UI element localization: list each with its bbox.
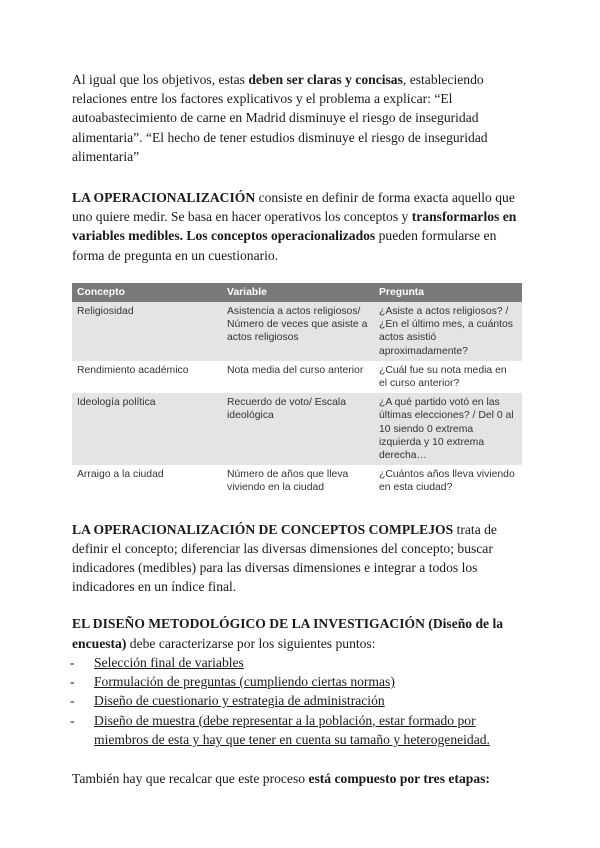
design-points-list bbox=[72, 653, 522, 749]
list-item bbox=[72, 691, 522, 710]
text: consiste en definir de forma exacta aquello que uno quiere medir. Se basa en hacer operativos los conceptos y bbox=[72, 190, 515, 225]
bold-text: transformarlos en variables medibles. Los conceptos operacionalizados bbox=[72, 209, 517, 244]
text: También hay que recalcar que este proceso bbox=[72, 770, 309, 786]
list-item-text: Diseño de cuestionario y estrategia de administración bbox=[94, 693, 385, 709]
table-cell: Número de años que lleva viviendo en la ciudad bbox=[222, 465, 374, 497]
table-cell: ¿Asiste a actos religiosos? / ¿En el último mes, a cuántos actos asistió aproximadamente? bbox=[374, 302, 522, 361]
list-item bbox=[72, 711, 522, 749]
table-header-row bbox=[72, 283, 522, 302]
text: , estableciendo relaciones entre los factores explicativos y el problema a explicar: “El autoabastecimiento de carne en Madrid disminuye el riesgo de inseguridad alimentaria”. “El hecho de tener estudios disminuye el riesgo de inseguridad alimentaria” bbox=[72, 72, 488, 164]
table-cell: ¿A qué partido votó en las últimas elecciones? / Del 0 al 10 siendo 0 extrema izquierda y 10 extrema derecha… bbox=[374, 393, 522, 465]
paragraph-etapas bbox=[72, 769, 522, 788]
table-cell: Ideología política bbox=[72, 393, 222, 465]
table-row bbox=[72, 393, 522, 465]
list-item-text: Diseño de muestra (debe representar a la población, estar formado por miembros de esta y hay que tener en cuenta su tamaño y heterogeneidad. bbox=[94, 712, 490, 747]
table-cell: Recuerdo de voto/ Escala ideológica bbox=[222, 393, 374, 465]
heading-conceptos-complejos: LA OPERACIONALIZACIÓN DE CONCEPTOS COMPLEJOS bbox=[72, 521, 454, 537]
paragraph-conceptos-complejos bbox=[72, 520, 522, 597]
table-cell: Asistencia a actos religiosos/ Número de veces que asiste a actos religiosos bbox=[222, 302, 374, 361]
document-page bbox=[72, 70, 522, 788]
list-item bbox=[72, 653, 522, 672]
table-row bbox=[72, 302, 522, 361]
heading-operacionalizacion: LA OPERACIONALIZACIÓN bbox=[72, 190, 256, 206]
list-item-text: Selección final de variables bbox=[94, 654, 244, 670]
table-cell: ¿Cuántos años lleva viviendo en esta ciudad? bbox=[374, 465, 522, 497]
bold-text: está compuesto por tres etapas: bbox=[308, 770, 490, 786]
paragraph-objectives bbox=[72, 70, 522, 166]
heading-diseno-metodologico: EL DISEÑO METODOLÓGICO DE LA INVESTIGACIÓN (Diseño de la encuesta) bbox=[72, 616, 504, 651]
table-cell: ¿Cuál fue su nota media en el curso anterior? bbox=[374, 361, 522, 393]
text: debe caracterizarse por los siguientes puntos: bbox=[126, 635, 376, 651]
text: pueden formularse en forma de pregunta en un cuestionario. bbox=[72, 228, 497, 263]
table-row bbox=[72, 465, 522, 497]
header-variable: Variable bbox=[222, 283, 374, 302]
paragraph-operacionalizacion bbox=[72, 188, 522, 265]
text: Al igual que los objetivos, estas bbox=[72, 72, 249, 87]
table-cell: Rendimiento académico bbox=[72, 361, 222, 393]
header-concepto: Concepto bbox=[72, 283, 222, 302]
list-item bbox=[72, 672, 522, 691]
table-row bbox=[72, 361, 522, 393]
concept-table bbox=[72, 283, 522, 498]
text: trata de definir el concepto; diferenciar las diversas dimensiones del concepto; buscar indicadores (medibles) para las diversas dimensiones e integrar a todos los indicadores en un índice final. bbox=[72, 521, 497, 595]
list-item-text: Formulación de preguntas (cumpliendo ciertas normas) bbox=[94, 674, 395, 690]
table-cell: Arraigo a la ciudad bbox=[72, 465, 222, 497]
table-cell: Religiosidad bbox=[72, 302, 222, 361]
paragraph-diseno-metodologico bbox=[72, 614, 522, 652]
header-pregunta: Pregunta bbox=[374, 283, 522, 302]
table-cell: Nota media del curso anterior bbox=[222, 361, 374, 393]
bold-text: deben ser claras y concisas bbox=[248, 72, 403, 87]
